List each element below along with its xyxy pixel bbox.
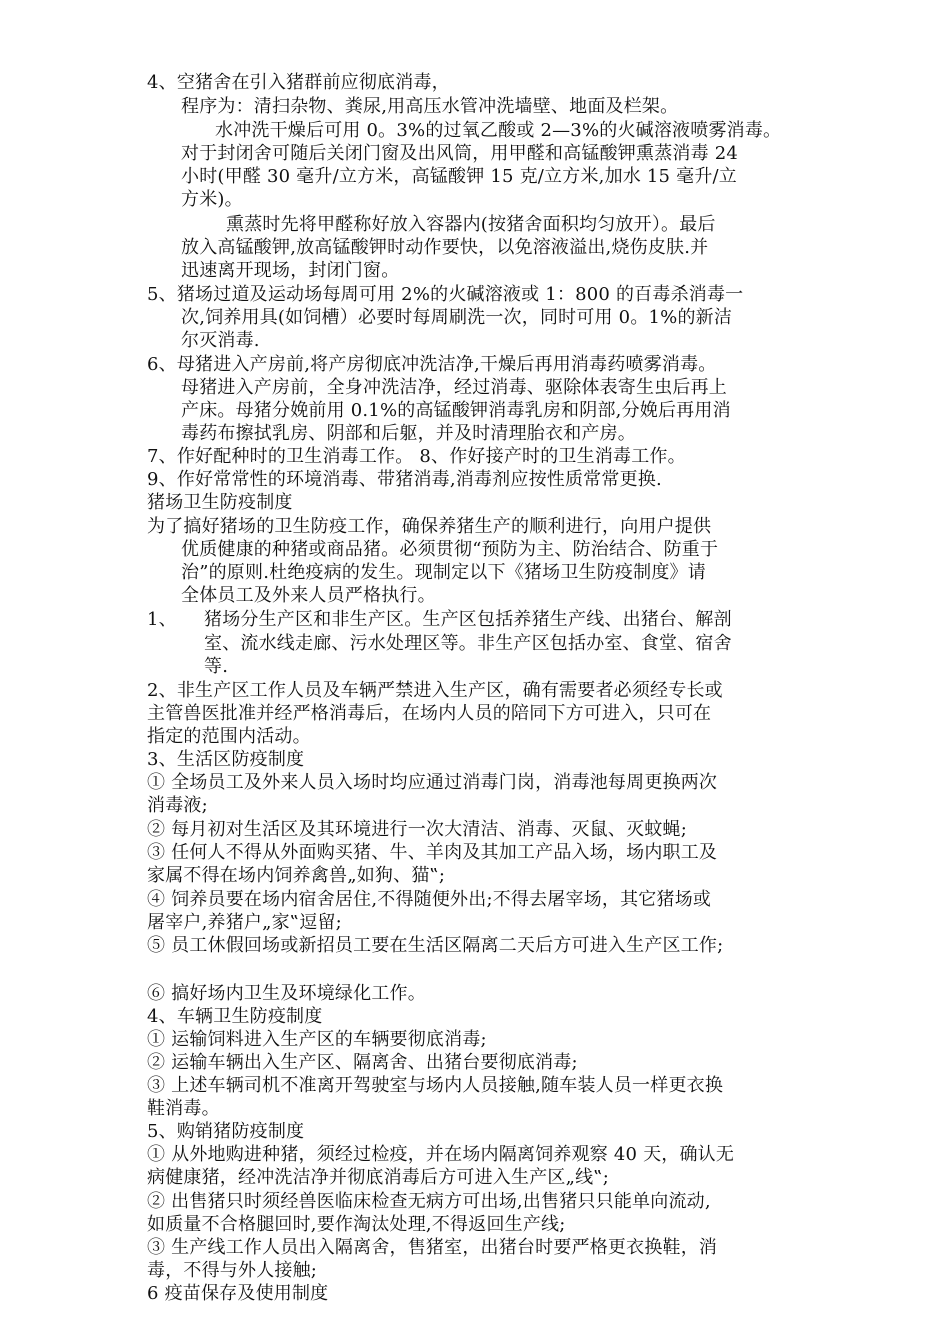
- text-line: 尔灭消毒.: [181, 330, 260, 351]
- text-line: 毒，不得与外人接触;: [147, 1260, 318, 1281]
- text-line: 病健康猪，经冲洗洁净并彻底消毒后方可进入生产区„线‟;: [147, 1167, 609, 1188]
- text-line: 方米)。: [181, 189, 243, 210]
- text-line: 对于封闭舍可随后关闭门窗及出风筒，用甲醛和高锰酸钾熏蒸消毒 24: [181, 143, 739, 164]
- text-line: 家属不得在场内饲养禽兽„如狗、猫‟;: [147, 865, 446, 886]
- text-line: 主管兽医批准并经严格消毒后，在场内人员的陪同下方可进入，只可在: [147, 703, 712, 724]
- text-line: 7、作好配种时的卫生消毒工作。 8、作好接产时的卫生消毒工作。: [147, 446, 686, 467]
- text-line: ③ 生产线工作人员出入隔离舍，售猪室，出猪台时要严格更衣换鞋，消: [147, 1237, 718, 1258]
- text-line: ③ 上述车辆司机不准离开驾驶室与场内人员接触,随车装人员一样更衣换: [147, 1075, 724, 1096]
- text-line: ① 从外地购进种猪，须经过检疫，并在场内隔离饲养观察 40 天，确认无: [147, 1144, 735, 1165]
- text-line: 为了搞好猪场的卫生防疫工作，确保养猪生产的顺利进行，向用户提供: [147, 516, 712, 537]
- text-line: ① 运输饲料进入生产区的车辆要彻底消毒;: [147, 1029, 487, 1050]
- text-line: 4、空猪舍在引入猪群前应彻底消毒，: [147, 72, 450, 93]
- text-line: ② 运输车辆出入生产区、隔离舍、出猪台要彻底消毒;: [147, 1052, 578, 1073]
- text-line: 消毒液;: [147, 795, 208, 816]
- text-line: 优质健康的种猪或商品猪。必须贯彻“预防为主、防治结合、防重于: [181, 539, 719, 560]
- text-line: 全体员工及外来人员严格执行。: [181, 585, 436, 606]
- text-line: 次,饲养用具(如饲槽）必要时每周刷洗一次，同时可用 0。1%的新洁: [181, 307, 733, 328]
- section-heading: 6 疫苗保存及使用制度: [147, 1283, 329, 1304]
- text-line: 等.: [204, 656, 229, 677]
- text-line: 5、猪场过道及运动场每周可用 2%的火碱溶液或 1：800 的百毒杀消毒一: [147, 284, 744, 305]
- text-line: ② 每月初对生活区及其环境进行一次大清洁、消毒、灭鼠、灭蚊蝇;: [147, 819, 687, 840]
- text-line: 6、母猪进入产房前,将产房彻底冲洗洁净,干燥后再用消毒药喷雾消毒。: [147, 354, 717, 375]
- list-number: 1、: [147, 609, 177, 630]
- text-line: 2、非生产区工作人员及车辆严禁进入生产区，确有需要者必须经专长或: [147, 680, 723, 701]
- section-heading: 猪场卫生防疫制度: [147, 492, 293, 513]
- text-line: 迅速离开现场，封闭门窗。: [181, 260, 400, 281]
- text-line: 屠宰户,养猪户„家‟逗留;: [147, 912, 342, 933]
- section-heading: 3、生活区防疫制度: [147, 749, 305, 770]
- text-line: 毒药布擦拭乳房、阴部和后躯，并及时清理胎衣和产房。: [181, 423, 636, 444]
- text-line: 熏蒸时先将甲醛称好放入容器内(按猪舍面积均匀放开）。最后: [226, 214, 716, 235]
- text-line: ⑥ 搞好场内卫生及环境绿化工作。: [147, 983, 426, 1004]
- text-line: 水冲洗干燥后可用 0。3%的过氧乙酸或 2—3%的火碱溶液喷雾消毒。: [215, 120, 782, 141]
- text-line: 室、流水线走廊、污水处理区等。非生产区包括办室、食堂、宿舍: [204, 633, 732, 654]
- text-line: 产床。母猪分娩前用 0.1%的高锰酸钾消毒乳房和阴部,分娩后再用消: [181, 400, 731, 421]
- text-line: 指定的范围内活动。: [147, 726, 311, 747]
- section-heading: 4、车辆卫生防疫制度: [147, 1006, 323, 1027]
- text-line: 程序为：清扫杂物、粪尿,用高压水管冲洗墙壁、地面及栏架。: [181, 96, 679, 117]
- text-line: 鞋消毒。: [147, 1098, 220, 1119]
- text-line: 母猪进入产房前，全身冲洗洁净，经过消毒、驱除体表寄生虫后再上: [181, 377, 727, 398]
- section-heading: 5、购销猪防疫制度: [147, 1121, 305, 1142]
- text-line: 治”的原则.杜绝疫病的发生。现制定以下《猪场卫生防疫制度》请: [181, 562, 706, 583]
- text-line: 猪场分生产区和非生产区。生产区包括养猪生产线、出猪台、解剖: [204, 609, 732, 630]
- text-line: 9、作好常常性的环境消毒、带猪消毒,消毒剂应按性质常常更换.: [147, 469, 662, 490]
- text-line: 如质量不合格腿回时,要作淘汰处理,不得返回生产线;: [147, 1214, 566, 1235]
- text-line: 小时(甲醛 30 毫升/立方米，高锰酸钾 15 克/立方米,加水 15 毫升/立: [181, 166, 737, 187]
- text-line: ② 出售猪只时须经兽医临床检查无病方可出场,出售猪只只能单向流动,: [147, 1191, 711, 1212]
- text-line: ① 全场员工及外来人员入场时均应通过消毒门岗，消毒池每周更换两次: [147, 772, 718, 793]
- text-line: ④ 饲养员要在场内宿舍居住,不得随便外出;不得去屠宰场，其它猪场或: [147, 889, 712, 910]
- text-line: ⑤ 员工休假回场或新招员工要在生活区隔离二天后方可进入生产区工作;: [147, 935, 724, 956]
- text-line: 放入高锰酸钾,放高锰酸钾时动作要快，以免溶液溢出,烧伤皮肤.并: [181, 237, 709, 258]
- text-line: ③ 任何人不得从外面购买猪、牛、羊肉及其加工产品入场，场内职工及: [147, 842, 718, 863]
